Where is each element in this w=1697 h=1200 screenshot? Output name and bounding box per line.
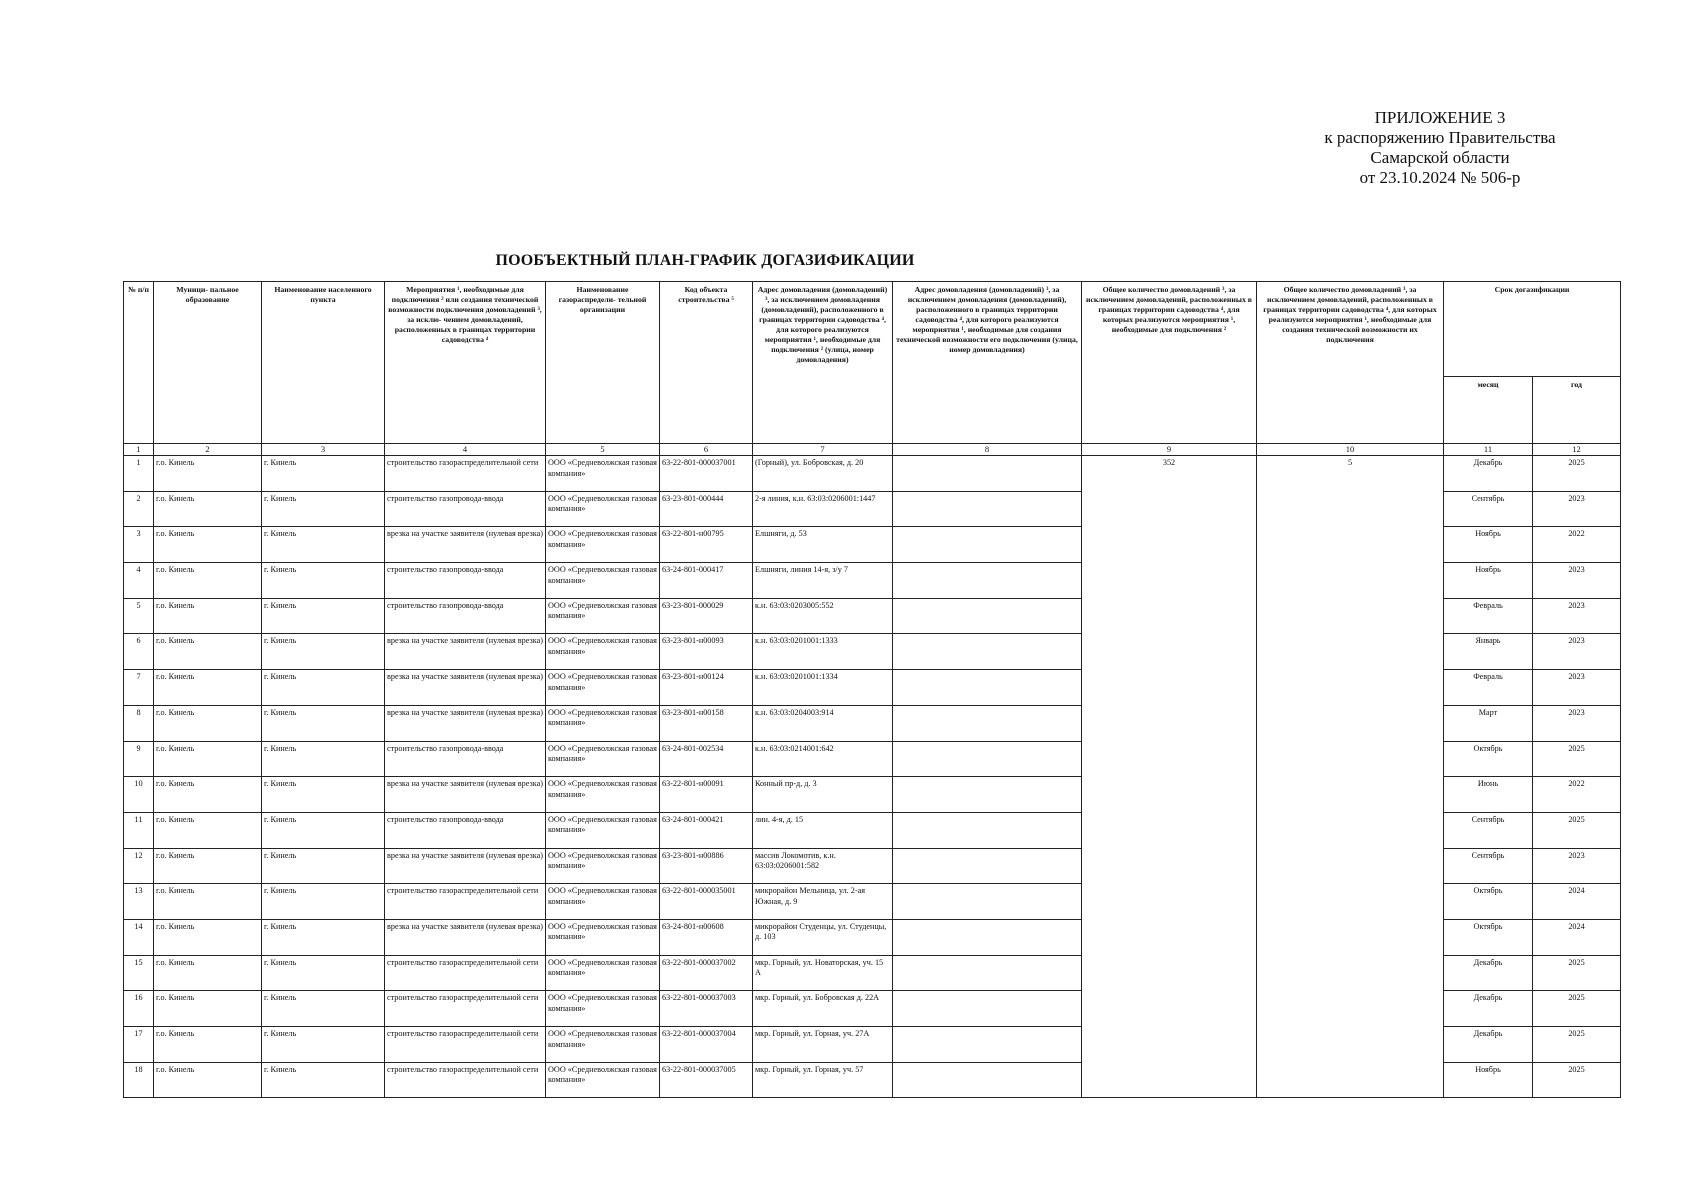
municipality-cell: г.о. Кинель bbox=[154, 456, 262, 492]
address-technical-cell bbox=[893, 563, 1082, 599]
address-cell: микрорайон Мельница, ул. 2-ая Южная, д. 9 bbox=[753, 884, 893, 920]
gas-org-cell: ООО «Средневолжская газовая компания» bbox=[546, 955, 660, 991]
table-body bbox=[124, 456, 1621, 1098]
address-technical-cell bbox=[893, 598, 1082, 634]
column-number: 9 bbox=[1082, 444, 1257, 456]
header-term: Срок догазификации bbox=[1444, 282, 1621, 377]
object-code-cell: 63-23-801-н00158 bbox=[660, 705, 753, 741]
municipality-cell: г.о. Кинель bbox=[154, 741, 262, 777]
row-number: 11 bbox=[124, 812, 154, 848]
measure-cell: строительство газораспределительной сети bbox=[385, 1027, 546, 1063]
object-code-cell: 63-23-801-000029 bbox=[660, 598, 753, 634]
column-number: 2 bbox=[154, 444, 262, 456]
month-cell: Ноябрь bbox=[1444, 527, 1533, 563]
gasification-plan-table bbox=[123, 281, 1621, 1098]
object-code-cell: 63-23-801-н00124 bbox=[660, 670, 753, 706]
address-technical-cell bbox=[893, 1027, 1082, 1063]
measure-cell: врезка на участке заявителя (нулевая врезка) bbox=[385, 527, 546, 563]
gas-org-cell: ООО «Средневолжская газовая компания» bbox=[546, 919, 660, 955]
address-cell: Конный пр-д, д. 3 bbox=[753, 777, 893, 813]
appendix-date-number: от 23.10.2024 № 506-р bbox=[1359, 168, 1521, 187]
settlement-cell: г. Кинель bbox=[262, 634, 385, 670]
settlement-cell: г. Кинель bbox=[262, 456, 385, 492]
settlement-cell: г. Кинель bbox=[262, 670, 385, 706]
municipality-cell: г.о. Кинель bbox=[154, 919, 262, 955]
row-number: 17 bbox=[124, 1027, 154, 1063]
object-code-cell: 63-22-801-000037004 bbox=[660, 1027, 753, 1063]
object-code-cell: 63-24-801-002534 bbox=[660, 741, 753, 777]
municipality-cell: г.о. Кинель bbox=[154, 812, 262, 848]
appendix-order-ref: к распоряжению Правительства bbox=[1324, 128, 1556, 147]
row-number: 8 bbox=[124, 705, 154, 741]
gas-org-cell: ООО «Средневолжская газовая компания» bbox=[546, 1062, 660, 1098]
column-number: 6 bbox=[660, 444, 753, 456]
measure-cell: строительство газораспределительной сети bbox=[385, 991, 546, 1027]
row-number: 12 bbox=[124, 848, 154, 884]
year-cell: 2023 bbox=[1533, 598, 1621, 634]
row-number: 5 bbox=[124, 598, 154, 634]
municipality-cell: г.о. Кинель bbox=[154, 491, 262, 527]
object-code-cell: 63-22-801-000037001 bbox=[660, 456, 753, 492]
year-cell: 2023 bbox=[1533, 848, 1621, 884]
measure-cell: строительство газораспределительной сети bbox=[385, 955, 546, 991]
address-technical-cell bbox=[893, 991, 1082, 1027]
row-number: 9 bbox=[124, 741, 154, 777]
object-code-cell: 63-23-801-000444 bbox=[660, 491, 753, 527]
year-cell: 2023 bbox=[1533, 491, 1621, 527]
month-cell: Декабрь bbox=[1444, 955, 1533, 991]
header-total-technical: Общее количество домовладений ³, за исключением домовладений, расположенных в границах территории садоводства ⁴, для которых реализуются мероприятия ¹, необходимые для создания технической возможности их подключения bbox=[1257, 282, 1444, 444]
year-cell: 2024 bbox=[1533, 884, 1621, 920]
object-code-cell: 63-23-801-н00886 bbox=[660, 848, 753, 884]
measure-cell: врезка на участке заявителя (нулевая врезка) bbox=[385, 919, 546, 955]
address-cell: 2-я линия, к.н. 63:03:0206001:1447 bbox=[753, 491, 893, 527]
row-number: 3 bbox=[124, 527, 154, 563]
column-number: 5 bbox=[546, 444, 660, 456]
row-number: 14 bbox=[124, 919, 154, 955]
address-cell: массив Локомотив, к.н. 63:03:0206001:582 bbox=[753, 848, 893, 884]
address-technical-cell bbox=[893, 812, 1082, 848]
settlement-cell: г. Кинель bbox=[262, 527, 385, 563]
total-technical-cell: 5 bbox=[1257, 456, 1444, 1098]
address-cell: мкр. Горный, ул. Бобровская д. 22А bbox=[753, 991, 893, 1027]
year-cell: 2025 bbox=[1533, 812, 1621, 848]
gas-org-cell: ООО «Средневолжская газовая компания» bbox=[546, 705, 660, 741]
row-number: 7 bbox=[124, 670, 154, 706]
column-number: 7 bbox=[753, 444, 893, 456]
address-technical-cell bbox=[893, 777, 1082, 813]
settlement-cell: г. Кинель bbox=[262, 848, 385, 884]
year-cell: 2025 bbox=[1533, 955, 1621, 991]
object-code-cell: 63-24-801-000421 bbox=[660, 812, 753, 848]
gas-org-cell: ООО «Средневолжская газовая компания» bbox=[546, 884, 660, 920]
month-cell: Ноябрь bbox=[1444, 563, 1533, 599]
month-cell: Декабрь bbox=[1444, 1027, 1533, 1063]
address-technical-cell bbox=[893, 741, 1082, 777]
municipality-cell: г.о. Кинель bbox=[154, 1062, 262, 1098]
measure-cell: врезка на участке заявителя (нулевая врезка) bbox=[385, 670, 546, 706]
address-cell: (Горный), ул. Бобровская, д. 20 bbox=[753, 456, 893, 492]
gas-org-cell: ООО «Средневолжская газовая компания» bbox=[546, 741, 660, 777]
appendix-region: Самарской области bbox=[1370, 148, 1510, 167]
month-cell: Сентябрь bbox=[1444, 848, 1533, 884]
gas-org-cell: ООО «Средневолжская газовая компания» bbox=[546, 527, 660, 563]
year-cell: 2022 bbox=[1533, 777, 1621, 813]
row-number: 2 bbox=[124, 491, 154, 527]
address-cell: к.н. 63:03:0204003:914 bbox=[753, 705, 893, 741]
address-technical-cell bbox=[893, 955, 1082, 991]
address-technical-cell bbox=[893, 1062, 1082, 1098]
address-technical-cell bbox=[893, 670, 1082, 706]
settlement-cell: г. Кинель bbox=[262, 812, 385, 848]
column-number: 11 bbox=[1444, 444, 1533, 456]
year-cell: 2023 bbox=[1533, 705, 1621, 741]
measure-cell: строительство газораспределительной сети bbox=[385, 456, 546, 492]
gas-org-cell: ООО «Средневолжская газовая компания» bbox=[546, 563, 660, 599]
municipality-cell: г.о. Кинель bbox=[154, 848, 262, 884]
address-technical-cell bbox=[893, 919, 1082, 955]
header-total-connection: Общее количество домовладений ³, за исключением домовладений, расположенных в границах территории садоводства ⁴, для которых реализуются мероприятия ¹, необходимые для подключения ² bbox=[1082, 282, 1257, 444]
measure-cell: врезка на участке заявителя (нулевая врезка) bbox=[385, 777, 546, 813]
municipality-cell: г.о. Кинель bbox=[154, 884, 262, 920]
settlement-cell: г. Кинель bbox=[262, 1062, 385, 1098]
header-gas-distribution-org: Наименование газораспредели- тельной организации bbox=[546, 282, 660, 444]
settlement-cell: г. Кинель bbox=[262, 991, 385, 1027]
header-measures: Мероприятия ¹, необходимые для подключения ² или создания технической возможности подключения домовладений ³, за исклю- чением домовладений, расположенных в границах территории садоводства ⁴ bbox=[385, 282, 546, 444]
month-cell: Октябрь bbox=[1444, 741, 1533, 777]
gas-org-cell: ООО «Средневолжская газовая компания» bbox=[546, 1027, 660, 1063]
address-technical-cell bbox=[893, 491, 1082, 527]
object-code-cell: 63-22-801-н00091 bbox=[660, 777, 753, 813]
address-cell: мкр. Горный, ул. Горная, уч. 27А bbox=[753, 1027, 893, 1063]
settlement-cell: г. Кинель bbox=[262, 741, 385, 777]
gas-org-cell: ООО «Средневолжская газовая компания» bbox=[546, 491, 660, 527]
month-cell: Январь bbox=[1444, 634, 1533, 670]
address-cell: Елшняги, линия 14-я, з/у 7 bbox=[753, 563, 893, 599]
municipality-cell: г.о. Кинель bbox=[154, 634, 262, 670]
year-cell: 2023 bbox=[1533, 563, 1621, 599]
settlement-cell: г. Кинель bbox=[262, 1027, 385, 1063]
month-cell: Октябрь bbox=[1444, 884, 1533, 920]
measure-cell: строительство газопровода-ввода bbox=[385, 598, 546, 634]
address-technical-cell bbox=[893, 634, 1082, 670]
object-code-cell: 63-22-801-н00795 bbox=[660, 527, 753, 563]
measure-cell: строительство газопровода-ввода bbox=[385, 741, 546, 777]
address-cell: Елшняги, д. 53 bbox=[753, 527, 893, 563]
object-code-cell: 63-24-801-000417 bbox=[660, 563, 753, 599]
row-number: 6 bbox=[124, 634, 154, 670]
settlement-cell: г. Кинель bbox=[262, 777, 385, 813]
gas-org-cell: ООО «Средневолжская газовая компания» bbox=[546, 812, 660, 848]
address-technical-cell bbox=[893, 848, 1082, 884]
measure-cell: врезка на участке заявителя (нулевая врезка) bbox=[385, 848, 546, 884]
address-technical-cell bbox=[893, 527, 1082, 563]
column-number: 3 bbox=[262, 444, 385, 456]
measure-cell: врезка на участке заявителя (нулевая врезка) bbox=[385, 634, 546, 670]
year-cell: 2025 bbox=[1533, 1027, 1621, 1063]
gas-org-cell: ООО «Средневолжская газовая компания» bbox=[546, 598, 660, 634]
month-cell: Декабрь bbox=[1444, 991, 1533, 1027]
settlement-cell: г. Кинель bbox=[262, 955, 385, 991]
header-settlement: Наименование населенного пункта bbox=[262, 282, 385, 444]
row-number: 16 bbox=[124, 991, 154, 1027]
month-cell: Октябрь bbox=[1444, 919, 1533, 955]
year-cell: 2024 bbox=[1533, 919, 1621, 955]
column-number: 1 bbox=[124, 444, 154, 456]
address-technical-cell bbox=[893, 705, 1082, 741]
header-address-connection: Адрес домовладения (домовладений) ³, за исключением домовладения (домовладений), расположенного в границах территории садоводства ⁴, для которого реализуются мероприятия ¹, необходимые для подключения ² (улица, номер домовладения) bbox=[753, 282, 893, 444]
row-number: 15 bbox=[124, 955, 154, 991]
municipality-cell: г.о. Кинель bbox=[154, 670, 262, 706]
column-number: 8 bbox=[893, 444, 1082, 456]
year-cell: 2025 bbox=[1533, 1062, 1621, 1098]
address-cell: к.н. 63:03:0201001:1334 bbox=[753, 670, 893, 706]
object-code-cell: 63-22-801-000037002 bbox=[660, 955, 753, 991]
address-cell: мкр. Горный, ул. Новаторская, уч. 15 А bbox=[753, 955, 893, 991]
object-code-cell: 63-22-801-000037005 bbox=[660, 1062, 753, 1098]
settlement-cell: г. Кинель bbox=[262, 491, 385, 527]
appendix-block bbox=[1300, 108, 1580, 188]
measure-cell: строительство газопровода-ввода bbox=[385, 563, 546, 599]
header-num: № п/п bbox=[124, 282, 154, 444]
measure-cell: строительство газопровода-ввода bbox=[385, 812, 546, 848]
year-cell: 2023 bbox=[1533, 634, 1621, 670]
total-connection-cell: 352 bbox=[1082, 456, 1257, 1098]
column-number: 10 bbox=[1257, 444, 1444, 456]
month-cell: Ноябрь bbox=[1444, 1062, 1533, 1098]
address-cell: к.н. 63:03:0203005:552 bbox=[753, 598, 893, 634]
month-cell: Сентябрь bbox=[1444, 812, 1533, 848]
settlement-cell: г. Кинель bbox=[262, 563, 385, 599]
gas-org-cell: ООО «Средневолжская газовая компания» bbox=[546, 670, 660, 706]
gas-org-cell: ООО «Средневолжская газовая компания» bbox=[546, 848, 660, 884]
municipality-cell: г.о. Кинель bbox=[154, 991, 262, 1027]
header-year: год bbox=[1533, 377, 1621, 444]
address-cell: микрорайон Студенцы, ул. Студенцы, д. 103 bbox=[753, 919, 893, 955]
header-row bbox=[124, 282, 1621, 377]
gas-org-cell: ООО «Средневолжская газовая компания» bbox=[546, 634, 660, 670]
object-code-cell: 63-24-801-н00608 bbox=[660, 919, 753, 955]
header-address-technical: Адрес домовладения (домовладений) ³, за исключением домовладения (домовладений), расположенного в границах территории садоводства ⁴, для которого реализуются мероприятия ¹, необходимые для создания технической возможности его подключения (улица, номер домовладения) bbox=[893, 282, 1082, 444]
column-number-row bbox=[124, 444, 1621, 456]
header-object-code: Код объекта строительства ⁵ bbox=[660, 282, 753, 444]
year-cell: 2025 bbox=[1533, 741, 1621, 777]
header-municipality: Муници- пальное образование bbox=[154, 282, 262, 444]
address-cell: к.н. 63:03:0214001:642 bbox=[753, 741, 893, 777]
month-cell: Февраль bbox=[1444, 598, 1533, 634]
row-number: 4 bbox=[124, 563, 154, 599]
municipality-cell: г.о. Кинель bbox=[154, 598, 262, 634]
appendix-label: ПРИЛОЖЕНИЕ 3 bbox=[1374, 108, 1506, 127]
gas-org-cell: ООО «Средневолжская газовая компания» bbox=[546, 991, 660, 1027]
gas-org-cell: ООО «Средневолжская газовая компания» bbox=[546, 777, 660, 813]
measure-cell: строительство газораспределительной сети bbox=[385, 884, 546, 920]
month-cell: Июнь bbox=[1444, 777, 1533, 813]
municipality-cell: г.о. Кинель bbox=[154, 527, 262, 563]
month-cell: Декабрь bbox=[1444, 456, 1533, 492]
municipality-cell: г.о. Кинель bbox=[154, 955, 262, 991]
settlement-cell: г. Кинель bbox=[262, 919, 385, 955]
column-number: 12 bbox=[1533, 444, 1621, 456]
row-number: 18 bbox=[124, 1062, 154, 1098]
month-cell: Февраль bbox=[1444, 670, 1533, 706]
month-cell: Март bbox=[1444, 705, 1533, 741]
year-cell: 2025 bbox=[1533, 991, 1621, 1027]
row-number: 13 bbox=[124, 884, 154, 920]
measure-cell: строительство газораспределительной сети bbox=[385, 1062, 546, 1098]
year-cell: 2022 bbox=[1533, 527, 1621, 563]
address-cell: лин. 4-я, д. 15 bbox=[753, 812, 893, 848]
object-code-cell: 63-22-801-000037003 bbox=[660, 991, 753, 1027]
address-technical-cell bbox=[893, 884, 1082, 920]
address-technical-cell bbox=[893, 456, 1082, 492]
settlement-cell: г. Кинель bbox=[262, 884, 385, 920]
gas-org-cell: ООО «Средневолжская газовая компания» bbox=[546, 456, 660, 492]
row-number: 1 bbox=[124, 456, 154, 492]
address-cell: мкр. Горный, ул. Горная, уч. 57 bbox=[753, 1062, 893, 1098]
year-cell: 2023 bbox=[1533, 670, 1621, 706]
municipality-cell: г.о. Кинель bbox=[154, 563, 262, 599]
row-number: 10 bbox=[124, 777, 154, 813]
header-month: месяц bbox=[1444, 377, 1533, 444]
municipality-cell: г.о. Кинель bbox=[154, 777, 262, 813]
table-row bbox=[124, 456, 1621, 492]
year-cell: 2025 bbox=[1533, 456, 1621, 492]
column-number: 4 bbox=[385, 444, 546, 456]
measure-cell: строительство газопровода-ввода bbox=[385, 491, 546, 527]
municipality-cell: г.о. Кинель bbox=[154, 1027, 262, 1063]
measure-cell: врезка на участке заявителя (нулевая врезка) bbox=[385, 705, 546, 741]
object-code-cell: 63-23-801-н00093 bbox=[660, 634, 753, 670]
object-code-cell: 63-22-801-000035001 bbox=[660, 884, 753, 920]
settlement-cell: г. Кинель bbox=[262, 598, 385, 634]
municipality-cell: г.о. Кинель bbox=[154, 705, 262, 741]
month-cell: Сентябрь bbox=[1444, 491, 1533, 527]
settlement-cell: г. Кинель bbox=[262, 705, 385, 741]
document-title: ПООБЪЕКТНЫЙ ПЛАН-ГРАФИК ДОГАЗИФИКАЦИИ bbox=[495, 252, 915, 269]
address-cell: к.н. 63:03:0201001:1333 bbox=[753, 634, 893, 670]
